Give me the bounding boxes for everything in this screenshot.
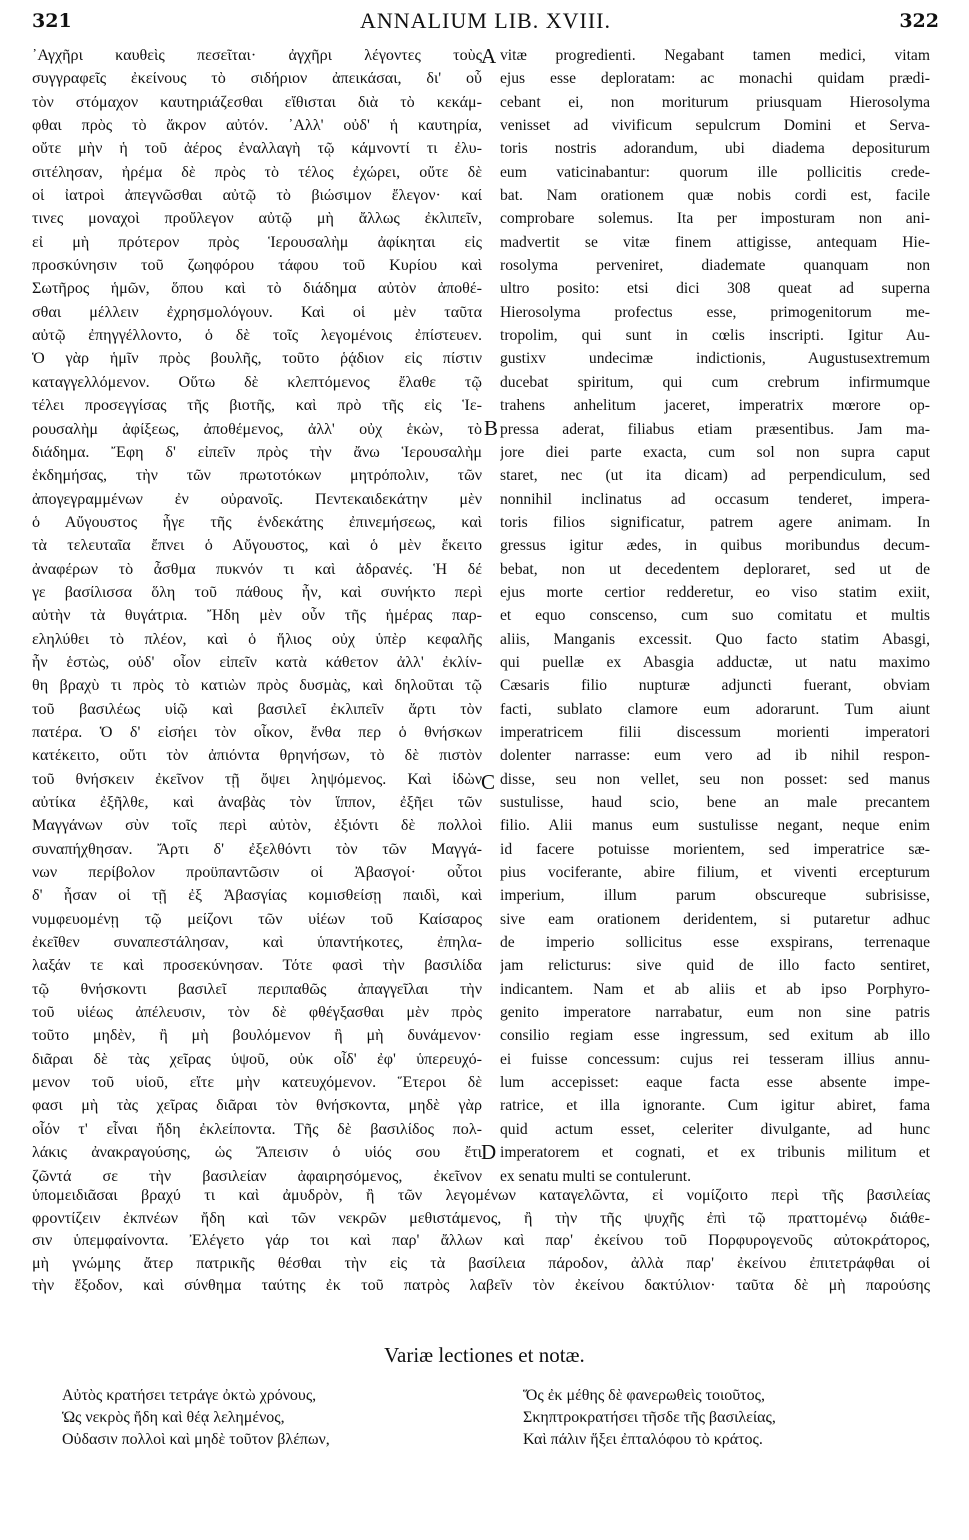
latin-text-line: qui puellæ ex Abasgia adductæ, ut natu maximo bbox=[500, 653, 930, 671]
full-width-greek-text bbox=[32, 1185, 930, 1298]
latin-text-line: gressus igitur ædes, in quibus moribundus decum- bbox=[500, 537, 930, 555]
greek-text-line: διάδημα. Ἔφη δ' εἰπεῖν πρὸς τὴν ἄνω Ἱερουσαλὴμ bbox=[32, 443, 482, 461]
greek-text-line: ὁ Αὔγουστος ἦγε τῆς ἑνδεκάτης ἐπινεμήσεως, καὶ bbox=[32, 513, 482, 531]
latin-text-line: disse, seu non vellet, seu non posset: sed manus bbox=[500, 770, 930, 788]
latin-text-line: de imperio sollicitus esse exspirans, terrenaque bbox=[500, 934, 930, 952]
latin-text-line: aliis, Manganis excessit. Quo facto statim Abasgi, bbox=[500, 630, 930, 648]
latin-text-line: ejus morte certior redderetur, eo viso statim exiit, bbox=[500, 583, 930, 601]
greek-text-line: ρουσαλὴμ ἀφίξεως, ἀποθέμενος, ἀλλ' οὐχ ἑκὼν, τὸ bbox=[32, 420, 482, 438]
margin-marker-a: A bbox=[481, 44, 497, 68]
greek-text-line: ἦν ἑστὼς, οὐδ' οἷον εἰπεῖν κατὰ κάθετον ἀλλ' ἐκλίν- bbox=[32, 653, 482, 671]
margin-marker-d: D bbox=[481, 1140, 497, 1164]
latin-text-line: vitæ progredienti. Negabant tamen medici, vitam bbox=[500, 47, 930, 64]
greek-text-line: φροντίζειν ἐκπνέων ἤδη καὶ τῶν νεκρῶν μεθιστάμενος, ἢ τὴν τῆς ψυχῆς ἐπὶ τῷ πραττομένῳ διάθε- bbox=[32, 1209, 930, 1227]
latin-text-line: staret, nec (ut ita dicam) ad perpendiculum, sed bbox=[500, 467, 930, 485]
verse-line: Ὡς νεκρὸς ἤδη καὶ θέᾳ λελημένος, bbox=[62, 1409, 285, 1426]
notes-verses-right bbox=[523, 1385, 776, 1451]
latin-text-line: ultro posito: etsi dici 308 queat ad superna bbox=[500, 280, 930, 298]
latin-text-line: sive eam orationem deridentem, si putaretur adhuc bbox=[500, 910, 930, 928]
latin-text-line: dolenter narrasse: eum vero ad ib nihil respon- bbox=[500, 747, 930, 765]
greek-text-line: ἀπογεγραμμένων ἐν οὐρανοῖς. Πεντεκαιδεκάτην μὲν bbox=[32, 490, 482, 508]
latin-text-line: nonnihil inclinatus ad occasum tenderet, impera- bbox=[500, 490, 930, 508]
greek-text-line: πατέρα. Ὁ δ' εἰσήει τὸν οἶκον, ἔνθα περ ὁ θνήσκων bbox=[32, 723, 482, 741]
greek-text-line: γε βασίλισσα ὅλη τοῦ πάθους ἦν, καὶ συνήκτο περὶ bbox=[32, 583, 482, 601]
latin-text-line: ratrice, et illa ignorante. Cum igitur abiret, fama bbox=[500, 1097, 930, 1115]
latin-text-line: gustixv undecimæ indictionis, Augustusextremum bbox=[500, 350, 930, 368]
greek-text-line: φασι μὴ τὰς χεῖρας διᾶραι τὸν θνήσκοντα, μηδὲ γὰρ bbox=[32, 1097, 482, 1115]
greek-text-line: ᾿Αγχῆρι καυθεὶς πεσεῖται· ἀγχῆρι λέγοντες τοὺς bbox=[32, 47, 482, 64]
latin-text-line: quid actum esset, celeriter divulgante, ad hunc bbox=[500, 1120, 930, 1138]
latin-text-line: bat. Nam orationem quæ nobis cordi est, facile bbox=[500, 187, 930, 205]
greek-text-line: λαξάν τε καὶ προσεκύνησαν. Τότε φασὶ τὴν βασιλίδα bbox=[32, 957, 482, 975]
greek-text-line: Μαγγάνων σὺν τοῖς περὶ αὐτὸν, ἐξιόντι δὲ πολλοὶ bbox=[32, 817, 482, 835]
greek-text-line: μενον τοῦ υἱοῦ, εἴτε μὴν κατευχόμενον. Ἕτεροι δὲ bbox=[32, 1074, 482, 1092]
greek-text-line: οἷόν τ' εἶναι ἤδη ἐκλείποντα. Τῆς δὲ βασιλίδος πολ- bbox=[32, 1120, 482, 1138]
verse-line: Καὶ πάλιν ἥξει ἐπταλόφου τὸ κράτος. bbox=[523, 1431, 763, 1448]
latin-text-line: ex senatu multi se contulerunt. bbox=[500, 1167, 691, 1185]
greek-text-line: τοῦ βασιλέως υἱῷ καὶ βασιλεῖ ἐκλιπεῖν ἄρτι τὸν bbox=[32, 700, 482, 718]
greek-text-line: κατέκειτο, οὔτι τὸν ἀπιόντα θρηνήσων, τὸ δὲ πιστὸν bbox=[32, 747, 482, 765]
greek-text-line: τῷ θνήσκοντι βασιλεῖ περιπαθῶς ἀπαγγεῖλαι τὴν bbox=[32, 980, 482, 998]
latin-text-line: ejus esse deploratam: ac monachi quidam prædi- bbox=[500, 70, 930, 88]
greek-text-line: αὐτῷ ἐπηγγέλλοντο, ὁ δὲ τοῖς λεγομένοις ἐπίστευεν. bbox=[32, 327, 482, 345]
latin-text-line: imperatorem et cognati, et ex tribunis militum et bbox=[500, 1144, 930, 1162]
greek-text-line: τινες μοναχοὶ προὔλεγον αὐτῷ μὴ ἄλλως ἐκλιπεῖν, bbox=[32, 210, 482, 228]
greek-text-line: λάκις ἀνακραγούσης, ὡς Ἄπεισιν ὁ υἱός σου ἔτι bbox=[32, 1144, 482, 1162]
latin-text-line: consilio regiam esse ingressum, sed exitum ab illo bbox=[500, 1027, 930, 1045]
greek-text-line: σιν ὑπεμφαίνοντα. Ἐλέγετο γάρ τοι καὶ παρ' ἄλλων καὶ παρ' ἐκείνου τοῦ Πορφυρογενοῦς αὐτοκράτορος, bbox=[32, 1232, 930, 1250]
latin-text-line: lum accepisset: eaque facta esse absente impe- bbox=[500, 1074, 930, 1092]
greek-text-line: τὰ τελευταῖα ἔπνει ὁ Αὔγουστος, καὶ ὁ μὲν ἔκειτο bbox=[32, 537, 482, 555]
greek-text-line: Ὁ γὰρ ἡμῖν πρὸς βουλῆς, τοῦτο ῥᾴδιον εἰς πίστιν bbox=[32, 350, 482, 368]
greek-text-line: ζῶντά σε τὴν βασιλείαν ἀφαιρησόμενος, ἐκεῖνον bbox=[32, 1167, 482, 1185]
page-number-left: 321 bbox=[32, 10, 72, 32]
latin-text-line: ei fuisse concessum: cujus rei tesseram illius annu- bbox=[500, 1050, 930, 1068]
running-title: ANNALIUM LIB. XVIII. bbox=[360, 8, 611, 33]
latin-text-line: pius vociferante, abire filium, et viventi ercepturum bbox=[500, 864, 930, 882]
greek-text-line: διᾶραι δὲ τὰς χεῖρας ὑψοῦ, οὐκ οἶδ' ἐφ' ὑπερευχό- bbox=[32, 1050, 482, 1068]
latin-text-line: imperium, illum parum obscureque subrisisse, bbox=[500, 887, 930, 905]
greek-text-line: τέλει προσεγγίσας τῆς βιοτῆς, καὶ πρὸ τῆς εἰς Ἱε- bbox=[32, 397, 482, 415]
greek-text-line: ἐκεῖθεν συναπεστάλησαν, καὶ ὑπαντήκοτες, ἐπηλα- bbox=[32, 934, 482, 952]
greek-text-line: ἀναφέρων τὸ ἆσθμα πυκνόν τι καὶ ἀδρανές. Ἡ δέ bbox=[32, 560, 482, 578]
greek-text-line: καταγγελλόμενον. Οὕτω δὲ κλεπτόμενος ἔλαθε τῷ bbox=[32, 373, 482, 391]
latin-text-line: bebat, non ut decedentem deploraret, sed ut de bbox=[500, 560, 930, 578]
latin-text-line: rosolyma perveniret, diademate quanquam non bbox=[500, 257, 930, 275]
latin-text-line: filio. Alii manus eum sustulisse negant, neque enim bbox=[500, 817, 930, 835]
latin-text-line: indicantem. Nam et ab aliis et ab ipso Porphyro- bbox=[500, 980, 930, 998]
greek-text-line: προσκύνησιν τοῦ ζωηφόρου τάφου τοῦ Κυρίου καὶ bbox=[32, 257, 482, 275]
verse-line: Αὐτὸς κρατήσει τετράγε ὀκτὼ χρόνους, bbox=[62, 1387, 317, 1404]
greek-text-line: δ' ἦσαν οἱ τῇ ἐξ Ἀβασγίας κομισθείσῃ παιδὶ, καὶ bbox=[32, 887, 482, 905]
greek-text-line: τοῦ θνήσκειν ἐκεῖνον τῇ ὄψει ληψόμενος. Καὶ ἰδὼν bbox=[32, 770, 482, 788]
greek-text-line: νων περίβολον προϋπαντῶσιν οἱ Ἀβασγοί· οὗτοι bbox=[32, 864, 482, 882]
latin-text-line: toris nostris adorandum, ubi diadema depositurum bbox=[500, 140, 930, 158]
latin-text-line: Cæsaris filio nupturæ adjuncti fuerant, obviam bbox=[500, 677, 930, 695]
greek-text-line: τὸν στόμαχον καυτηριάζεσθαι εἴθισται διὰ τὸ κεκάμ- bbox=[32, 93, 482, 111]
latin-text-line: madvertit se vitæ finem attigisse, antequam Hie- bbox=[500, 233, 930, 251]
verse-line: Σκηπτροκρατήσει τῆσδε τῆς βασιλείας, bbox=[523, 1409, 776, 1426]
latin-text-line: pressa aderat, filiabus etiam præsentibus. Jam ma- bbox=[500, 420, 930, 438]
greek-text-line: οὔτε μὴν ἡ τοῦ ἀέρος ἐναλλαγὴ τῷ κάμνοντί τι ἐλυ- bbox=[32, 140, 482, 158]
greek-text-line: συναπήχθησαν. Ἄρτι δ' ἐξελθόντι τὸν τῶν Μαγγά- bbox=[32, 840, 482, 858]
latin-text-line: trahens anhelitum jaceret, imperatrix mœrore op- bbox=[500, 397, 930, 415]
greek-text-line: οἱ ἰατροὶ ἀπεγνῶσθαι αὐτῷ τὸ βιώσιμον ἔλεγον· καί bbox=[32, 187, 482, 205]
latin-text-line: Hierosolyma profectus esse, primogenitorum me- bbox=[500, 303, 930, 321]
latin-text-line: venisset ad vivificum sepulcrum Domini et Serva- bbox=[500, 117, 930, 135]
latin-text-line: eum vaticinabantur: quorum ille pollicitis crede- bbox=[500, 163, 930, 181]
latin-text-line: id facere potuisse morientem, sed imperatrice sæ- bbox=[500, 840, 930, 858]
latin-text-line: facti, sublato clamore eum adorarunt. Tum aiunt bbox=[500, 700, 930, 718]
greek-text-line: φθαι πρὸς τὸ ἄκρον αὐτόν. ᾿Αλλ' οὐδ' ἡ καυτηρία, bbox=[32, 117, 482, 135]
greek-text-line: εληλύθει τὸ πλέον, καὶ ὁ ἥλιος οὐχ ὑπὲρ κεφαλῆς bbox=[32, 630, 482, 648]
notes-heading: Variæ lectiones et notæ. bbox=[384, 1343, 585, 1367]
latin-column bbox=[500, 44, 930, 1188]
latin-text-line: sustulisse, haud scio, bene an male precantem bbox=[500, 794, 930, 811]
verse-line: Οὐδασιν πολλοὶ καὶ μηδὲ τοῦτον βλέπων, bbox=[62, 1431, 330, 1448]
latin-text-line: ducebat spiritum, qui cum crebrum infirmumque bbox=[500, 373, 930, 391]
greek-text-line: συγγραφεῖς ἐκείνους τὸ σιδήριον ἀπεικάσαι, δι' οὗ bbox=[32, 70, 482, 88]
greek-text-line: σθαι μέλλειν ἐχρησμολόγουν. Καὶ οἱ μὲν ταῦτα bbox=[32, 303, 482, 321]
margin-marker-b: B bbox=[484, 416, 499, 440]
greek-text-line: αὐτίκα ἐξῆλθε, καὶ ἀναβὰς τὸν ἵππον, ἐξῆει τῶν bbox=[32, 794, 482, 811]
notes-verses-left bbox=[62, 1385, 330, 1451]
margin-marker-c: C bbox=[481, 770, 496, 794]
latin-text-line: toris filios significatur, patrem agere animam. In bbox=[500, 513, 930, 531]
greek-text-line: εἰ μὴ πρότερον πρὸς Ἱερουσαλὴμ ἀφίκηται εἰς bbox=[32, 233, 482, 251]
greek-text-line: ὑπομειδιᾶσαι βραχύ τι καὶ ἀμυδρὸν, ἢ τῶν λεγομένων καταγελῶντα, εἰ νομίζοιτο περὶ τῆς βασιλείας bbox=[32, 1187, 930, 1204]
page-number-right: 322 bbox=[899, 10, 939, 32]
greek-text-line: τοῦ υἱέως ἀπέλευσιν, τὸν δὲ φθέγξασθαι μὲν πρὸς bbox=[32, 1004, 482, 1022]
greek-text-line: θη βραχὺ τι πρὸς τὸ κατιὼν πρὸς δυσμὰς, καὶ δηλοῦται τῷ bbox=[32, 677, 482, 695]
greek-text-line: μὴ γνώμης ἄτερ πατρικῆς θέσθαι τὴν εἰς τὰ βασίλεια πάροδον, ἀλλὰ παρ' ἐκείνου ἐπιτετράφθαι οἱ bbox=[32, 1254, 930, 1272]
running-header bbox=[32, 6, 939, 40]
greek-text-line: τοῦτο μηδὲν, ἢ μὴ βουλόμενον ἢ μὴ δυνάμενον· bbox=[32, 1027, 482, 1045]
latin-text-line: et equo conscenso, cum suo comitatu et multis bbox=[500, 607, 930, 625]
greek-text-line: ἐκδημήσας, τὴν τῶν πρωτοτόκων μητρόπολιν, τῶν bbox=[32, 467, 482, 485]
greek-text-line: αὐτὴν τὰ θυγάτρια. Ἤδη μὲν οὖν τῆς ἡμέρας παρ- bbox=[32, 607, 482, 625]
latin-text-line: tropolim, qui sunt in cœlis inscripti. Igitur Au- bbox=[500, 327, 930, 345]
latin-text-line: comprobare solemus. Ita per imposturam non ani- bbox=[500, 210, 930, 228]
latin-text-line: cebant ei, non moriturum priusquam Hierosolyma bbox=[500, 93, 930, 111]
greek-column bbox=[32, 44, 482, 1188]
greek-text-line: νυμφευομένῃ τῷ μείζονι τῶν υἱέων τοῦ Καίσαρος bbox=[32, 910, 482, 928]
greek-text-line: Σωτῆρος ἡμῶν, ὅπου καὶ τὸ διάδημα αὐτὸν ἀποθέ- bbox=[32, 280, 482, 298]
latin-text-line: genito imperatore narrabatur, eum non sine patris bbox=[500, 1004, 930, 1022]
verse-line: Ὅς ἐκ μέθης δὲ φανερωθεὶς τοιοῦτος, bbox=[523, 1387, 765, 1404]
latin-text-line: jore diei parte exacta, cum sol non supra caput bbox=[500, 443, 930, 461]
latin-text-line: imperatricem filii discessum morienti imperatori bbox=[500, 723, 930, 741]
greek-text-line: τὴν ἔξοδον, καὶ σύνθημα ταύτης ἐκ τοῦ πατρὸς λαβεῖν τὸν ἐκείνου δακτύλιον· ταῦτα δὲ μὴ παρούσης bbox=[32, 1277, 930, 1295]
latin-text-line: jam relicturus: sive quid de illo facto sentiret, bbox=[500, 957, 930, 975]
greek-text-line: σιτέλησαν, ἠρέμα δὲ πρὸς τὸ τέλος ἐχώρει, οὔτε δὲ bbox=[32, 163, 482, 181]
